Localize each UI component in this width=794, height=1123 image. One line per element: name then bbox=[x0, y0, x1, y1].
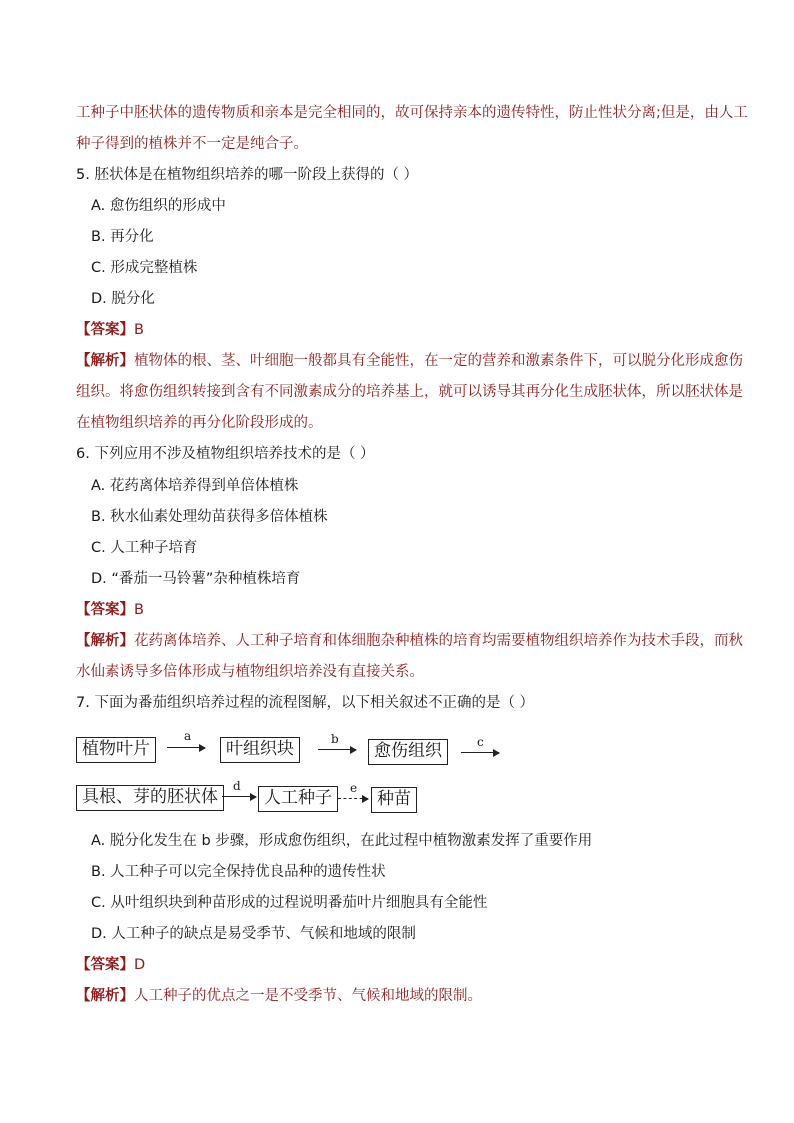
flow-label-d: d bbox=[233, 779, 241, 793]
flow-arrow-b bbox=[318, 749, 356, 750]
question-6-option-b: B. 秋水仙素处理幼苗获得多倍体植株 bbox=[91, 509, 328, 525]
question-6-answer bbox=[76, 600, 144, 620]
question-7-option-d: D. 人工种子的缺点是易受季节、气候和地域的限制 bbox=[91, 926, 416, 942]
answer-value: B bbox=[134, 602, 144, 618]
question-6-stem: 6. 下列应用不涉及植物组织培养技术的是（ ） bbox=[76, 446, 375, 462]
flow-box-leaf-tissue: 叶组织块 bbox=[220, 737, 300, 763]
flow-box-artificial-seed: 人工种子 bbox=[258, 786, 338, 812]
analysis-tag: 【解析】 bbox=[76, 353, 134, 369]
answer-value: B bbox=[134, 322, 144, 338]
question-5-stem: 5. 胚状体是在植物组织培养的哪一阶段上获得的（ ） bbox=[76, 167, 419, 183]
question-6-option-d: D. “番茄一马铃薯”杂种植株培育 bbox=[91, 571, 301, 587]
question-6-analysis-line-1: 【解析】花药离体培养、人工种子培育和体细胞杂种植株的培育均需要植物组织培养作为技术手段，而秋 bbox=[76, 633, 743, 649]
answer-tag: 【答案】 bbox=[76, 602, 134, 618]
flow-box-seedling: 种苗 bbox=[371, 787, 417, 813]
intro-line-1: 工种子中胚状体的遗传物质和亲本是完全相同的，故可保持亲本的遗传特性，防止性状分离;但是，由人工 bbox=[76, 105, 748, 121]
question-6-analysis-line-2: 水仙素诱导多倍体形成与植物组织培养没有直接关系。 bbox=[76, 664, 424, 680]
flow-label-c: c bbox=[477, 735, 484, 749]
analysis-tag: 【解析】 bbox=[76, 633, 134, 649]
flow-box-embryoid: 具根、芽的胚状体 bbox=[76, 785, 224, 811]
flow-label-e: e bbox=[350, 781, 358, 795]
question-7-answer bbox=[76, 955, 145, 975]
flow-box-leaf: 植物叶片 bbox=[76, 737, 156, 763]
answer-tag: 【答案】 bbox=[76, 322, 134, 338]
question-6-option-c: C. 人工种子培育 bbox=[91, 540, 198, 556]
flow-label-b: b bbox=[331, 732, 339, 746]
answer-value: D bbox=[134, 957, 146, 973]
flow-arrow-d bbox=[222, 796, 256, 797]
question-7-option-b: B. 人工种子可以完全保持优良品种的遗传性状 bbox=[91, 864, 386, 880]
question-5-analysis-line-2: 组织。将愈伤组织转接到含有不同激素成分的培养基上，就可以诱导其再分化生成胚状体，所以胚状体是 bbox=[76, 384, 743, 400]
question-7-stem: 7. 下面为番茄组织培养过程的流程图解，以下相关叙述不正确的是（ ） bbox=[76, 695, 535, 711]
question-7-option-c: C. 从叶组织块到种苗形成的过程说明番茄叶片细胞具有全能性 bbox=[91, 895, 488, 911]
question-5-option-d: D. 脱分化 bbox=[91, 291, 155, 307]
flow-arrow-e bbox=[338, 798, 368, 799]
question-7-option-a: A. 脱分化发生在 b 步骤，形成愈伤组织，在此过程中植物激素发挥了重要作用 bbox=[91, 833, 593, 849]
flow-arrow-c bbox=[461, 752, 499, 753]
flow-label-a: a bbox=[184, 729, 192, 743]
question-5-analysis-line-3: 在植物组织培养的再分化阶段形成的。 bbox=[76, 415, 323, 431]
analysis-tag: 【解析】 bbox=[76, 988, 134, 1004]
question-5-option-b: B. 再分化 bbox=[91, 229, 154, 245]
flow-box-callus: 愈伤组织 bbox=[368, 739, 448, 765]
question-7-analysis-line-1: 【解析】人工种子的优点之一是不受季节、气候和地域的限制。 bbox=[76, 988, 482, 1004]
question-6-option-a: A. 花药离体培养得到单倍体植株 bbox=[91, 478, 299, 494]
intro-line-2: 种子得到的植株并不一定是纯合子。 bbox=[76, 136, 308, 152]
question-5-option-a: A. 愈伤组织的形成中 bbox=[91, 198, 226, 214]
question-5-answer bbox=[76, 320, 144, 340]
question-5-option-c: C. 形成完整植株 bbox=[91, 260, 198, 276]
flow-arrow-a bbox=[167, 747, 205, 748]
question-5-analysis-line-1: 【解析】植物体的根、茎、叶细胞一般都具有全能性，在一定的营养和激素条件下，可以脱分化形成愈伤 bbox=[76, 353, 743, 369]
answer-tag: 【答案】 bbox=[76, 957, 134, 973]
